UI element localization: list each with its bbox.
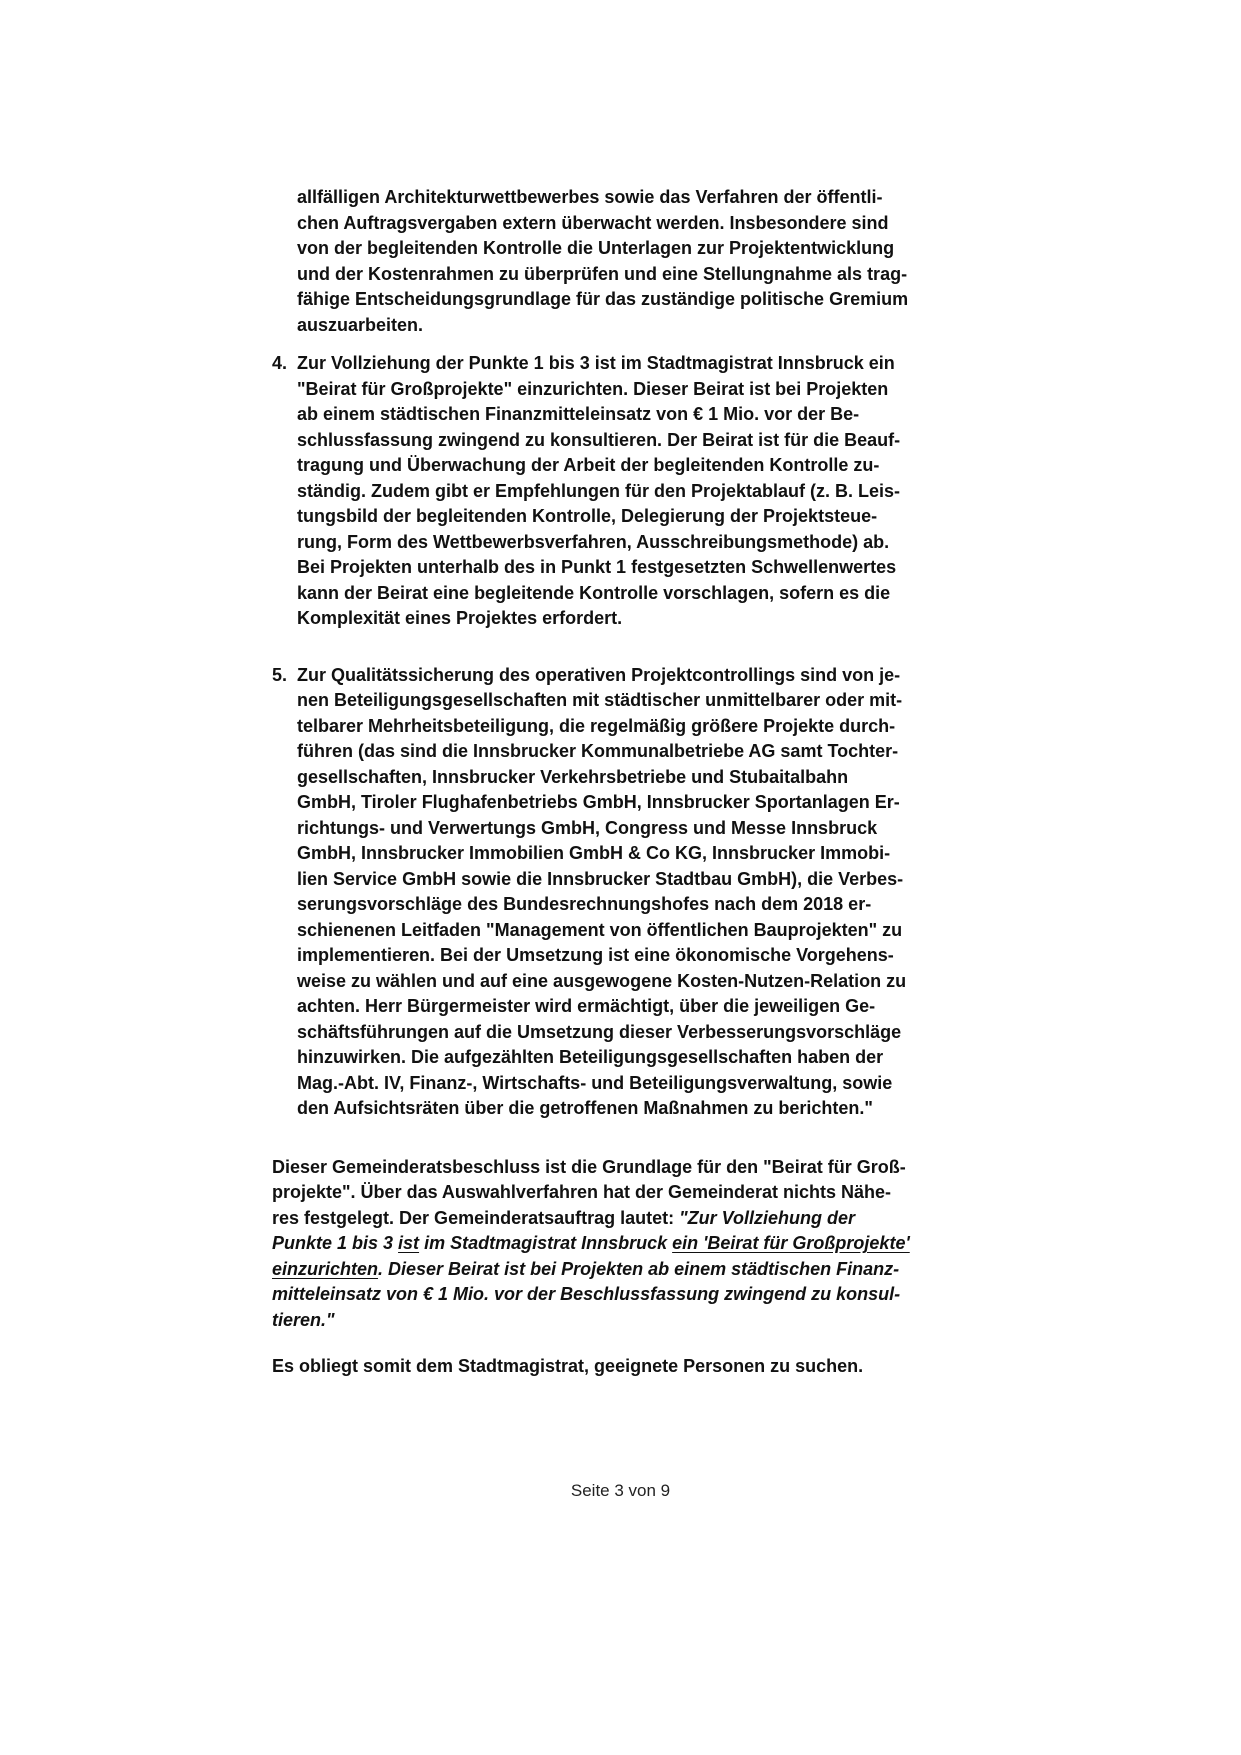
text-line: Mag.-Abt. IV, Finanz-, Wirtschafts- und Beteiligungsverwaltung, sowie [297, 1072, 893, 1093]
text-line: und der Kostenrahmen zu überprüfen und eine Stellungnahme als trag- [297, 263, 908, 284]
text-line [272, 1282, 1017, 1308]
list-item-5 [272, 663, 1017, 1122]
text-line: ab einem städtischen Finanzmitteleinsatz von € 1 Mio. vor der Be- [297, 404, 860, 424]
text-line: tragung und Überwachung der Arbeit der begleitenden Kontrolle zu- [297, 455, 880, 475]
document-body [272, 185, 1017, 1380]
text-line [272, 1308, 1017, 1334]
text-segment: . Dieser Beirat ist bei Projekten ab einem städtischen Finanz- [378, 1258, 900, 1279]
paragraph [272, 1155, 1017, 1334]
text-line: tungsbild der begleitenden Kontrolle, Delegierung der Projektsteue- [297, 506, 878, 526]
text-line: rung, Form des Wettbewerbsverfahren, Ausschreibungsmethode) ab. [297, 531, 890, 552]
text-line: weise zu wählen und auf eine ausgewogene Kosten-Nutzen-Relation zu [297, 970, 907, 991]
text-line: achten. Herr Bürgermeister wird ermächtigt, über die jeweiligen Ge- [297, 996, 876, 1016]
page-number: Seite 3 von 9 [570, 1481, 671, 1500]
text-line: Dieser Gemeinderatsbeschluss ist die Grundlage für den "Beirat für Groß- [272, 1156, 906, 1177]
text-line: den Aufsichtsräten über die getroffenen Maßnahmen zu berichten." [297, 1098, 873, 1118]
text-line: Es obliegt somit dem Stadtmagistrat, geeignete Personen zu suchen. [272, 1356, 864, 1376]
text-line: gesellschaften, Innsbrucker Verkehrsbetriebe und Stubaitalbahn [297, 766, 849, 787]
text-segment: mitteleinsatz von € 1 Mio. vor der Beschlussfassung zwingend zu konsul- [272, 1284, 901, 1304]
text-line: schäftsführungen auf die Umsetzung dieser Verbesserungsvorschläge [297, 1021, 902, 1042]
paragraph [272, 1354, 1017, 1380]
text-line: Komplexität eines Projektes erfordert. [297, 608, 623, 628]
text-line: GmbH, Innsbrucker Immobilien GmbH & Co KG, Innsbrucker Immobi- [297, 843, 891, 863]
list-item-text [297, 663, 906, 1122]
text-line: nen Beteiligungsgesellschaften mit städtischer unmittelbarer oder mit- [297, 690, 903, 710]
text-line [272, 1206, 1017, 1232]
list-item-text [297, 351, 900, 632]
text-segment: Punkte 1 bis 3 [272, 1233, 399, 1253]
text-segment: ist [398, 1233, 420, 1253]
text-line: Zur Vollziehung der Punkte 1 bis 3 ist im Stadtmagistrat Innsbruck ein [297, 353, 895, 373]
text-line: von der begleitenden Kontrolle die Unterlagen zur Projektentwicklung [297, 238, 895, 258]
text-segment: tieren." [272, 1309, 335, 1330]
text-line [272, 1257, 1017, 1283]
text-line: richtungs- und Verwertungs GmbH, Congress und Messe Innsbruck [297, 817, 878, 838]
text-line: Bei Projekten unterhalb des in Punkt 1 festgesetzten Schwellenwertes [297, 557, 897, 577]
text-line: schienenen Leitfaden "Management von öffentlichen Bauprojekten" zu [297, 919, 903, 940]
text-line: allfälligen Architekturwettbewerbes sowie das Verfahren der öffentli- [297, 187, 883, 207]
text-line: lien Service GmbH sowie die Innsbrucker Stadtbau GmbH), die Verbes- [297, 868, 904, 889]
text-line: führen (das sind die Innsbrucker Kommunalbetriebe AG samt Tochter- [297, 741, 899, 761]
text-segment: res festgelegt. Der Gemeinderatsauftrag lautet: [272, 1207, 680, 1228]
text-segment: "Zur Vollziehung der [679, 1207, 855, 1228]
text-line: chen Auftragsvergaben extern überwacht werden. Insbesondere sind [297, 212, 889, 233]
text-line: GmbH, Tiroler Flughafenbetriebs GmbH, Innsbrucker Sportanlagen Er- [297, 792, 900, 812]
text-line: Zur Qualitätssicherung des operativen Projektcontrollings sind von je- [297, 664, 901, 685]
text-line: hinzuwirken. Die aufgezählten Beteiligungsgesellschaften haben der [297, 1047, 884, 1067]
text-line: fähige Entscheidungsgrundlage für das zuständige politische Gremium [297, 289, 909, 309]
text-line: auszuarbeiten. [297, 314, 424, 335]
text-line: projekte". Über das Auswahlverfahren hat der Gemeinderat nichts Nähe- [272, 1182, 892, 1202]
text-segment: im Stadtmagistrat Innsbruck [419, 1233, 673, 1253]
text-line: "Beirat für Großprojekte" einzurichten. Dieser Beirat ist bei Projekten [297, 378, 889, 399]
text-line: implementieren. Bei der Umsetzung ist eine ökonomische Vorgehens- [297, 945, 894, 965]
text-line: ständig. Zudem gibt er Empfehlungen für den Projektablauf (z. B. Leis- [297, 480, 901, 501]
text-segment: einzurichten [272, 1258, 379, 1279]
list-number: 4. [272, 353, 288, 373]
text-line: kann der Beirat eine begleitende Kontrolle vorschlagen, sofern es die [297, 582, 891, 603]
paragraph [272, 185, 1017, 338]
text-line: telbarer Mehrheitsbeteiligung, die regelmäßig größere Projekte durch- [297, 715, 896, 736]
list-number: 5. [272, 664, 288, 685]
text-line [272, 1231, 1017, 1257]
text-segment: ein 'Beirat für Großprojekte' [672, 1233, 910, 1253]
list-item-4 [272, 351, 1017, 632]
text-line: serungsvorschläge des Bundesrechnungshofes nach dem 2018 er- [297, 894, 872, 914]
text-line: schlussfassung zwingend zu konsultieren. Der Beirat ist für die Beauf- [297, 429, 901, 450]
